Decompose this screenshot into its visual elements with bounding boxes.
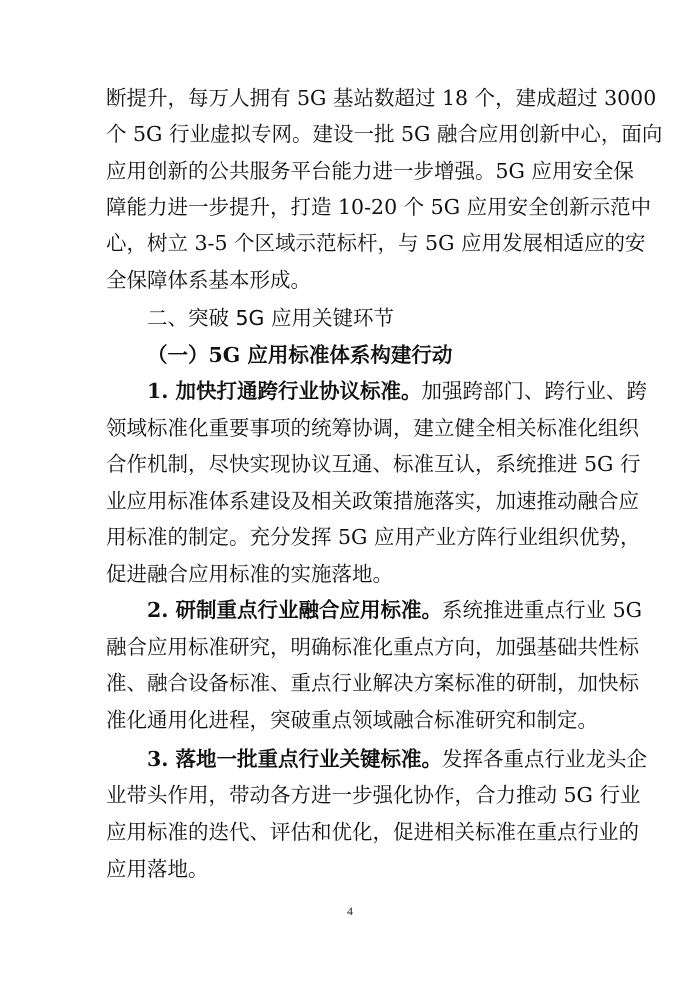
item-2-line-4: 准化通用化进程，突破重点领域融合标准研究和制定。: [106, 708, 598, 732]
item-1-line-2: 领域标准化重要事项的统筹协调，建立健全相关标准化组织: [106, 416, 639, 440]
page-number: 4: [347, 904, 353, 918]
section-heading: 二、突破 5G 应用关键环节: [147, 306, 394, 330]
item-2-first-rest: 系统推进重点行业 5G: [442, 598, 642, 622]
item-3-line-2: 业带头作用，带动各方进一步强化协作，合力推动 5G 行业: [106, 783, 641, 807]
item-2-line-3: 准、融合设备标准、重点行业解决方案标准的研制，加快标: [106, 671, 639, 695]
intro-line-1: 断提升，每万人拥有 5G 基站数超过 18 个，建成超过 3000: [106, 86, 657, 110]
item-1-first-rest: 加强跨部门、跨行业、跨: [421, 379, 648, 403]
intro-line-3: 应用创新的公共服务平台能力进一步增强。5G 应用安全保: [106, 159, 634, 183]
item-3-lead: 3. 落地一批重点行业关键标准。: [147, 747, 443, 771]
item-3-first-rest: 发挥各重点行业龙头企: [442, 747, 648, 771]
item-1-line-6: 促进融合应用标准的实施落地。: [106, 562, 393, 586]
item-2-line-2: 融合应用标准研究，明确标准化重点方向，加强基础共性标: [106, 635, 639, 659]
item-3-line-4: 应用落地。: [106, 857, 209, 881]
intro-line-2: 个 5G 行业虚拟专网。建设一批 5G 融合应用创新中心，面向: [106, 122, 663, 146]
intro-line-5: 心，树立 3-5 个区域示范标杆，与 5G 应用发展相适应的安: [106, 231, 646, 255]
intro-line-6: 全保障体系基本形成。: [106, 268, 311, 292]
item-1-lead: 1. 加快打通跨行业协议标准。: [147, 379, 422, 403]
item-1-line-4: 业应用标准体系建设及相关政策措施落实，加速推动融合应: [106, 489, 639, 513]
intro-line-4: 障能力进一步提升，打造 10-20 个 5G 应用安全创新示范中: [106, 195, 652, 219]
item-3-line-3: 应用标准的迭代、评估和优化，促进相关标准在重点行业的: [106, 820, 639, 844]
item-3-first-line: [147, 745, 648, 773]
subsection-heading: （一）5G 应用标准体系构建行动: [147, 343, 453, 367]
item-2-lead: 2. 研制重点行业融合应用标准。: [147, 598, 443, 622]
item-1-first-line: [147, 377, 648, 405]
item-1-line-3: 合作机制，尽快实现协议互通、标准互认，系统推进 5G 行: [106, 452, 641, 476]
item-1-line-5: 用标准的制定。充分发挥 5G 应用产业方阵行业组织优势，: [106, 525, 641, 549]
item-2-first-line: [147, 596, 642, 624]
